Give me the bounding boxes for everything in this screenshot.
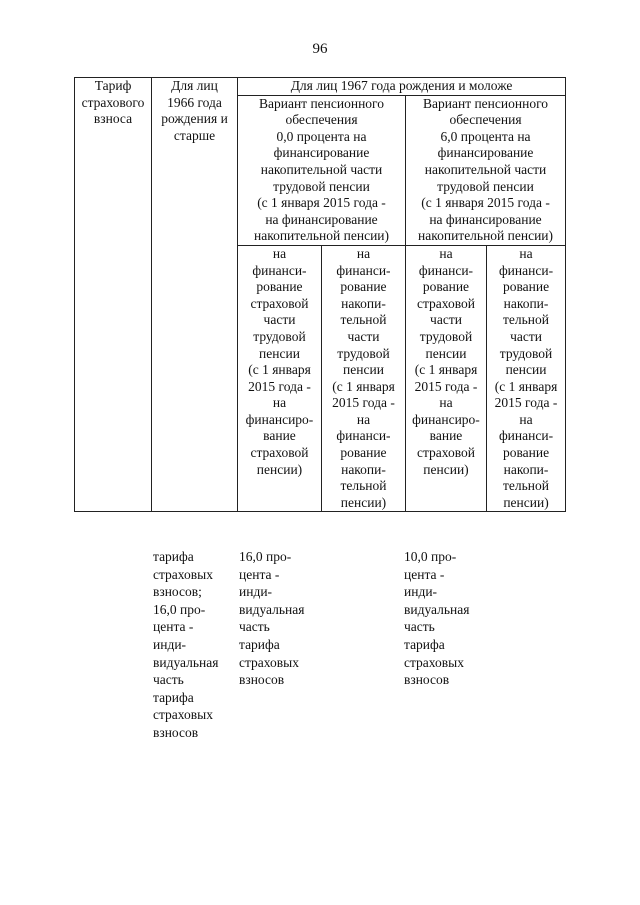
- header-born-1967-and-younger: Для лиц 1967 года рождения и моложе: [238, 78, 566, 96]
- header-variant-6-percent: Вариант пенсионного обеспечения 6,0 процента на финансирование накопительной части трудовой пенсии (с 1 января 2015 года - на финансирование накопительной пенсии): [406, 95, 566, 245]
- header-variant-0-percent: Вариант пенсионного обеспечения 0,0 процента на финансирование накопительной части трудовой пенсии (с 1 января 2015 года - на финансирование накопительной пенсии): [238, 95, 406, 245]
- header-born-1966-and-older: Для лиц 1966 года рождения и старше: [152, 78, 238, 512]
- pension-tariff-table: [74, 77, 566, 512]
- header-insurance-part-variant-0: на финанси- рование страховой части трудовой пенсии (с 1 января 2015 года - на финансиро- вание страховой пенсии): [238, 245, 322, 512]
- header-insurance-part-variant-6: на финанси- рование страховой части трудовой пенсии (с 1 января 2015 года - на финансиро- вание страховой пенсии): [406, 245, 487, 512]
- page-number: 96: [312, 41, 328, 57]
- continuation-insurance-variant-6: 10,0 про- цента - инди- видуальная часть тарифа страховых взносов: [404, 549, 470, 688]
- header-tariff: Тариф страхового взноса: [75, 78, 152, 512]
- continuation-born-1966: тарифа страховых взносов; 16,0 про- цента - инди- видуальная часть тарифа страховых взносов: [153, 549, 219, 740]
- continuation-insurance-variant-0: 16,0 про- цента - инди- видуальная часть тарифа страховых взносов: [239, 549, 305, 688]
- header-funded-part-variant-0: на финанси- рование накопи- тельной части трудовой пенсии (с 1 января 2015 года - на финанси- рование накопи- тельной пенсии): [322, 245, 406, 512]
- header-funded-part-variant-6: на финанси- рование накопи- тельной части трудовой пенсии (с 1 января 2015 года - на финанси- рование накопи- тельной пенсии): [487, 245, 566, 512]
